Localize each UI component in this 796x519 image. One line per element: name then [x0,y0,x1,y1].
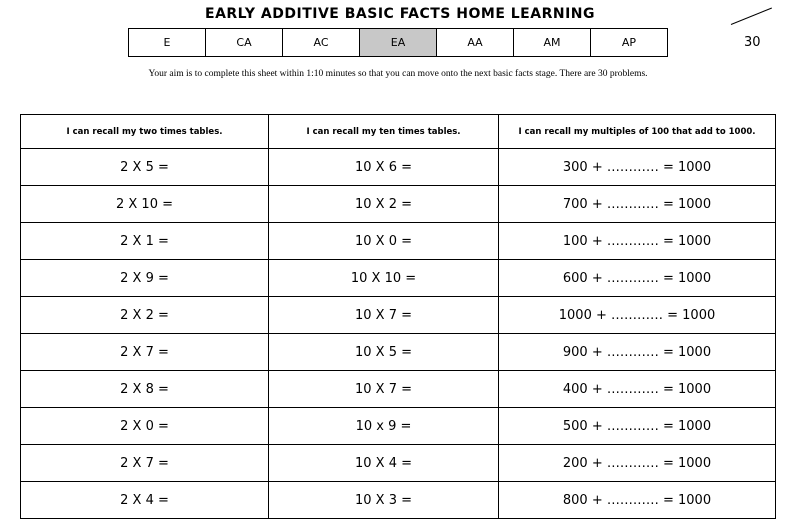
table-row [21,482,776,519]
cell-multiples-100[interactable]: 900 + ………… = 1000 [499,334,776,371]
stage-am: AM [514,29,591,57]
cell-multiples-100[interactable]: 600 + ………… = 1000 [499,260,776,297]
cell-multiples-100[interactable]: 500 + ………… = 1000 [499,408,776,445]
cell-ten-times: 10 X 0 = [269,223,499,260]
instructions-text: Your aim is to complete this sheet within 1:10 minutes so that you can move onto the next basic facts stage. There are 30 problems. [148,69,648,79]
cell-two-times: 2 X 10 = [21,186,269,223]
cell-ten-times: 10 X 6 = [269,149,499,186]
table-row [21,223,776,260]
table-row [21,186,776,223]
cell-ten-times: 10 X 7 = [269,371,499,408]
cell-two-times: 2 X 1 = [21,223,269,260]
stage-ac: AC [283,29,360,57]
cell-ten-times: 10 x 9 = [269,408,499,445]
score-total: 30 [744,35,761,50]
table-row [21,334,776,371]
stage-ea-active: EA [360,29,437,57]
facts-table [20,114,776,519]
header-multiples-100: I can recall my multiples of 100 that add to 1000. [499,115,776,149]
table-row [21,408,776,445]
cell-two-times: 2 X 2 = [21,297,269,334]
cell-two-times: 2 X 5 = [21,149,269,186]
cell-multiples-100[interactable]: 300 + ………… = 1000 [499,149,776,186]
page-title: EARLY ADDITIVE BASIC FACTS HOME LEARNING [205,6,595,22]
cell-multiples-100[interactable]: 1000 + ………… = 1000 [499,297,776,334]
cell-ten-times: 10 X 4 = [269,445,499,482]
cell-two-times: 2 X 4 = [21,482,269,519]
cell-ten-times: 10 X 10 = [269,260,499,297]
stage-selector [128,28,668,57]
table-row [21,297,776,334]
cell-ten-times: 10 X 7 = [269,297,499,334]
cell-two-times: 2 X 0 = [21,408,269,445]
cell-ten-times: 10 X 3 = [269,482,499,519]
header-two-times: I can recall my two times tables. [21,115,269,149]
cell-multiples-100[interactable]: 200 + ………… = 1000 [499,445,776,482]
cell-two-times: 2 X 8 = [21,371,269,408]
score-slash-line [731,8,772,25]
cell-multiples-100[interactable]: 100 + ………… = 1000 [499,223,776,260]
cell-multiples-100[interactable]: 700 + ………… = 1000 [499,186,776,223]
table-row [21,371,776,408]
table-row [21,260,776,297]
stage-e: E [129,29,206,57]
stage-ca: CA [206,29,283,57]
cell-two-times: 2 X 7 = [21,334,269,371]
table-row [21,445,776,482]
table-row [21,149,776,186]
cell-ten-times: 10 X 2 = [269,186,499,223]
cell-multiples-100[interactable]: 800 + ………… = 1000 [499,482,776,519]
cell-two-times: 2 X 9 = [21,260,269,297]
table-header-row [21,115,776,149]
stage-aa: AA [437,29,514,57]
header-ten-times: I can recall my ten times tables. [269,115,499,149]
stage-ap: AP [591,29,668,57]
cell-two-times: 2 X 7 = [21,445,269,482]
cell-ten-times: 10 X 5 = [269,334,499,371]
cell-multiples-100[interactable]: 400 + ………… = 1000 [499,371,776,408]
